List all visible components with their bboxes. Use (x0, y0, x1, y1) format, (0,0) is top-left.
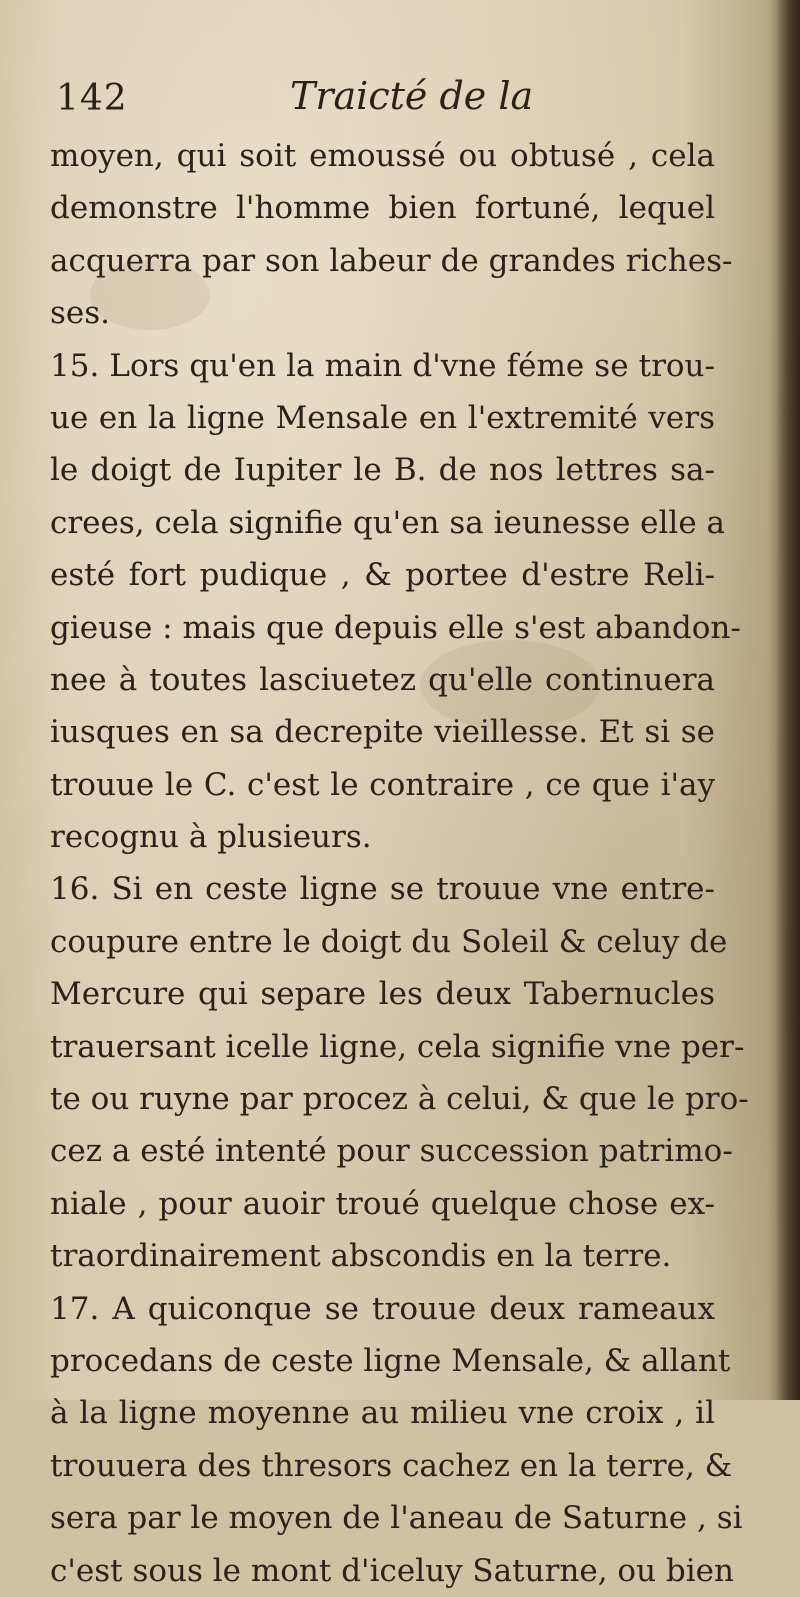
text-line: le doigt de Iupiter le B. de nos lettres sa- (50, 452, 715, 489)
text-line: procedans de ceste ligne Mensale, & allant (50, 1342, 731, 1379)
text-line: c'est sous le mont d'iceluy Saturne, ou bien (50, 1552, 734, 1589)
text-line: traordinairement abscondis en la terre. (50, 1238, 672, 1275)
page-header (50, 72, 710, 132)
text-line: iusques en sa decrepite vieillesse. Et si se (50, 714, 715, 751)
text-line: ses. (50, 295, 111, 332)
page-number: 142 (56, 78, 128, 119)
text-line: Mercure qui separe les deux Tabernucles (50, 976, 715, 1013)
text-line: cez a esté intenté pour succession patrimo- (50, 1133, 733, 1170)
text-line: sera par le moyen de l'aneau de Saturne , si (50, 1500, 743, 1537)
text-line: 15. Lors qu'en la main d'vne féme se trou- (50, 347, 715, 384)
body-text (50, 130, 749, 1597)
text-line: niale , pour auoir troué quelque chose ex- (50, 1185, 715, 1222)
text-line: nee à toutes lasciuetez qu'elle continuera (50, 661, 715, 698)
text-line: ue en la ligne Mensale en l'extremité vers (50, 399, 715, 436)
text-line: coupure entre le doigt du Soleil & celuy de (50, 923, 728, 960)
text-line: recognu à plusieurs. (50, 819, 372, 856)
text-line: moyen, qui soit emoussé ou obtusé , cela (50, 138, 715, 174)
text-line: trauersant icelle ligne, cela signifie vne per- (50, 1028, 745, 1065)
text-line: demonstre l'homme bien fortuné, lequel (50, 190, 715, 227)
text-line: trouuera des thresors cachez en la terre, & (50, 1447, 733, 1484)
text-line: trouue le C. c'est le contraire , ce que i'ay (50, 766, 715, 803)
text-line: esté fort pudique , & portee d'estre Reli- (50, 557, 715, 594)
text-line: te ou ruyne par procez à celui, & que le pro- (50, 1081, 749, 1118)
text-line: crees, cela signifie qu'en sa ieunesse elle a (50, 504, 726, 541)
running-title: Traicté de la (290, 74, 534, 118)
text-line: 17. A quiconque se trouue deux rameaux (50, 1290, 715, 1327)
text-line: à la ligne moyenne au milieu vne croix , il (50, 1395, 715, 1432)
text-line: gieuse : mais que depuis elle s'est abandon- (50, 609, 741, 646)
text-line: 16. Si en ceste ligne se trouue vne entre- (50, 871, 715, 908)
text-line: acquerra par son labeur de grandes riches- (50, 242, 733, 279)
